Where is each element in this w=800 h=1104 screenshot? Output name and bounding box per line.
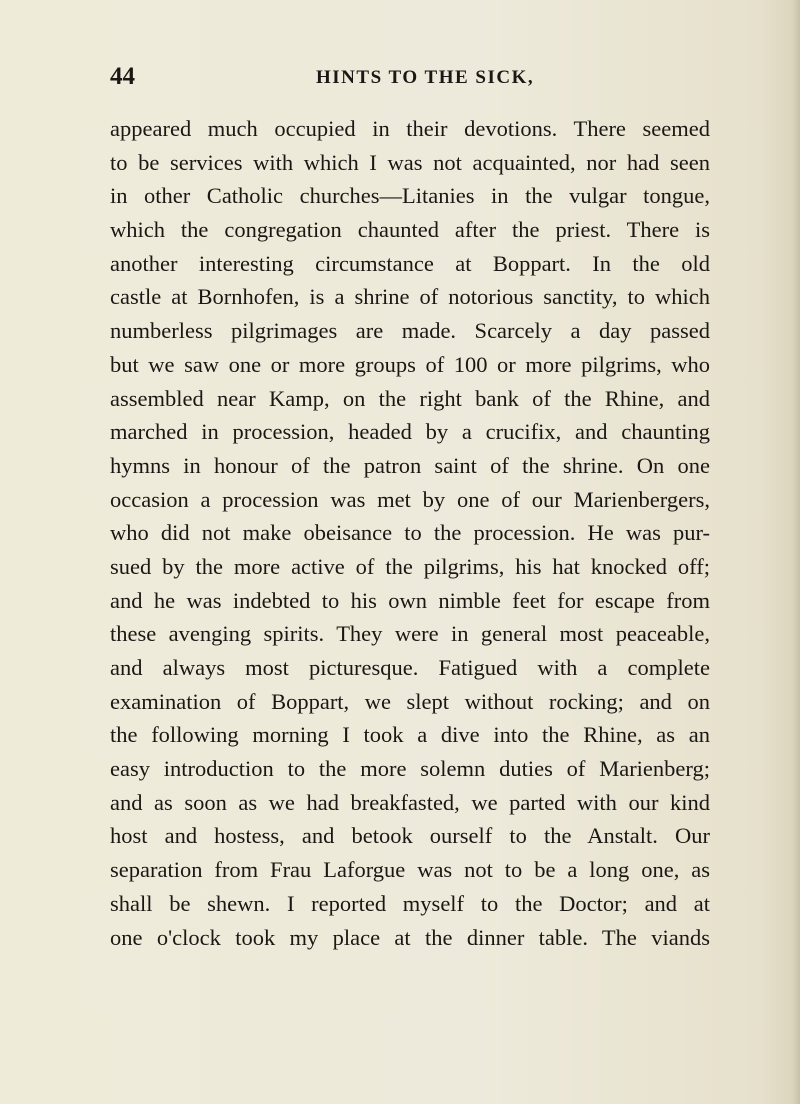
- text-line: host and hostess, and betook ourself to the Anstalt. Our: [110, 823, 710, 849]
- text-line: one o'clock took my place at the dinner table. The viands: [110, 924, 710, 950]
- text-line: hymns in honour of the patron saint of the shrine. On one: [110, 452, 710, 478]
- text-line: assembled near Kamp, on the right bank of the Rhine, and: [110, 385, 710, 411]
- text-line: examination of Boppart, we slept without rocking; and on: [110, 688, 710, 714]
- body-text: [110, 112, 710, 954]
- text-line: marched in procession, headed by a crucifix, and chaunting: [110, 419, 710, 445]
- text-line: but we saw one or more groups of 100 or more pilgrims, who: [110, 351, 710, 377]
- running-title: HINTS TO THE SICK,: [316, 67, 535, 88]
- text-line: in other Catholic churches—Litanies in the vulgar tongue,: [110, 183, 710, 209]
- text-line: who did not make obeisance to the procession. He was pur-: [110, 520, 710, 546]
- text-line: the following morning I took a dive into the Rhine, as an: [110, 722, 710, 748]
- text-line: and always most picturesque. Fatigued with a complete: [110, 655, 710, 680]
- text-line: which the congregation chaunted after the priest. There is: [110, 217, 710, 243]
- text-line: easy introduction to the more solemn duties of Marienberg;: [110, 756, 710, 782]
- page-edge-shadow: [792, 0, 800, 1104]
- running-head: [110, 62, 690, 92]
- text-line: sued by the more active of the pilgrims, his hat knocked off;: [110, 553, 710, 579]
- text-line: to be services with which I was not acquainted, nor had seen: [110, 149, 710, 175]
- text-line: castle at Bornhofen, is a shrine of notorious sanctity, to which: [110, 284, 710, 310]
- text-line: and as soon as we had breakfasted, we parted with our kind: [110, 789, 710, 815]
- text-line: and he was indebted to his own nimble feet for escape from: [110, 587, 710, 613]
- text-line: numberless pilgrimages are made. Scarcely a day passed: [110, 318, 710, 344]
- text-line: shall be shewn. I reported myself to the Doctor; and at: [110, 890, 710, 916]
- text-line: these avenging spirits. They were in general most peaceable,: [110, 621, 710, 647]
- text-line: separation from Frau Laforgue was not to be a long one, as: [110, 857, 710, 883]
- text-line: another interesting circumstance at Boppart. In the old: [110, 250, 710, 276]
- text-line: occasion a procession was met by one of our Marienbergers,: [110, 486, 710, 512]
- text-line: appeared much occupied in their devotions. There seemed: [110, 116, 710, 141]
- page-number: 44: [110, 63, 135, 90]
